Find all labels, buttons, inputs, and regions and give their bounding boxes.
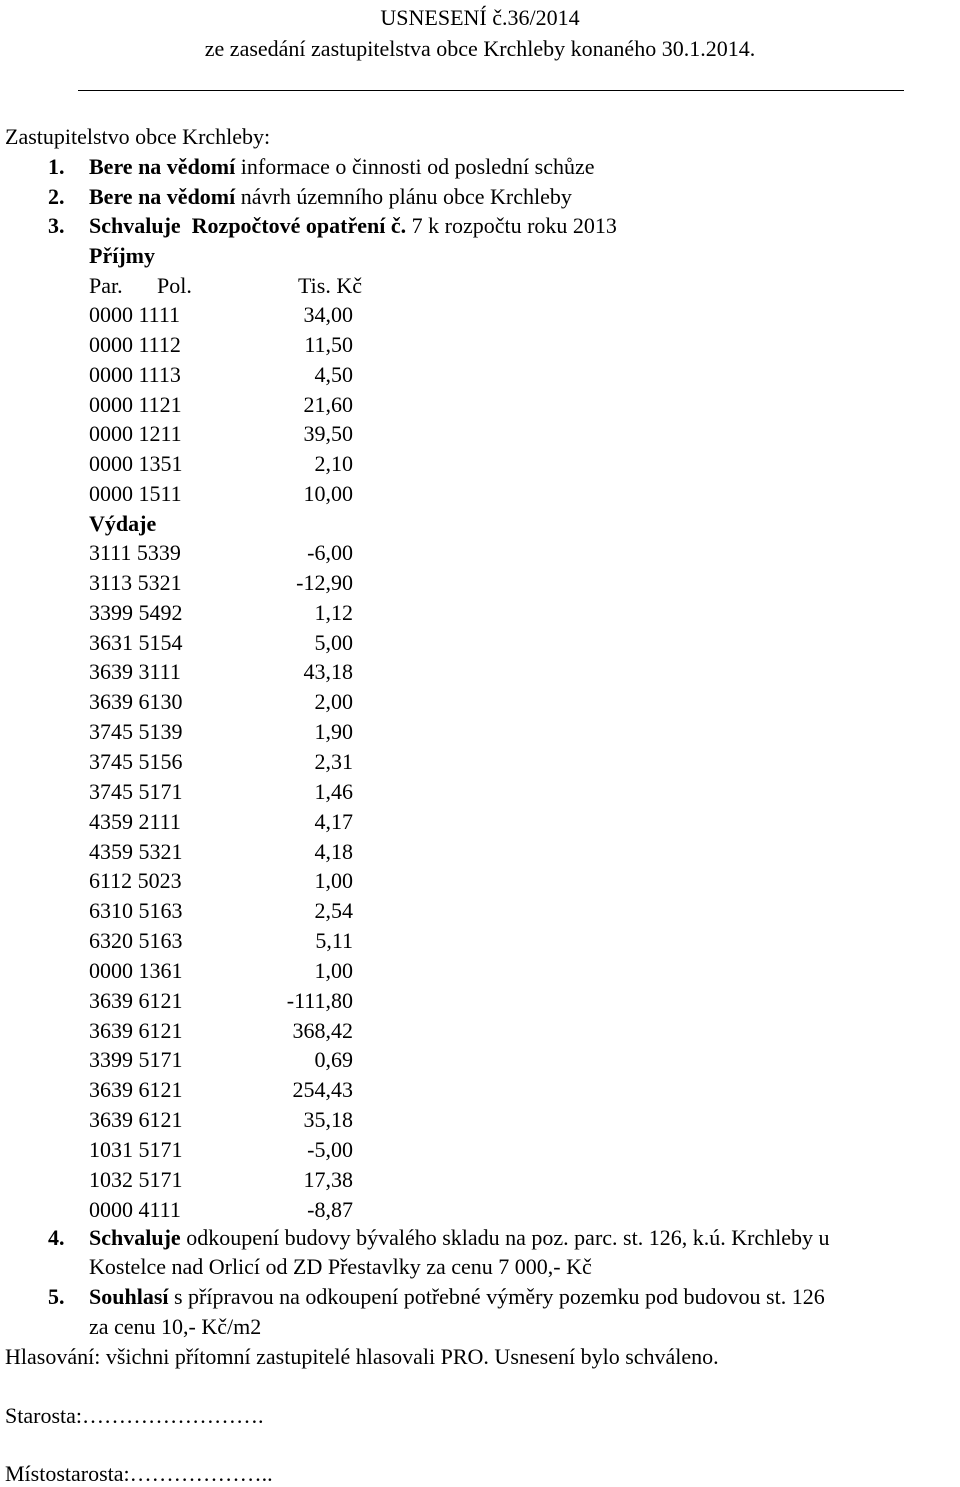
budget-row-value: -111,80 (286, 987, 353, 1013)
item-4-continuation: Kostelce nad Orlicí od ZD Přestavlky za cenu 7 000,- Kč (89, 1254, 592, 1279)
item-text: s přípravou na odkoupení potřebné výměry pozemku pod budovou st. 126 (168, 1284, 825, 1309)
item-verb: Schvaluje Rozpočtové opatření č. (89, 213, 407, 238)
deputy-mayor-signature-line: Místostarosta:……………….. (5, 1461, 273, 1486)
budget-row-code: 3745 5139 (89, 719, 183, 745)
column-par: Par. (89, 273, 123, 298)
budget-row-value: -6,00 (307, 540, 353, 565)
budget-row-code: 0000 1351 (89, 451, 183, 477)
item-number: 5. (48, 1284, 65, 1309)
budget-row-value: 2,54 (314, 898, 353, 924)
document-title: USNESENÍ č.36/2014 (380, 5, 580, 30)
item-number: 1. (48, 154, 65, 179)
item-verb: Bere na vědomí (89, 154, 236, 179)
budget-row-code: 3111 5339 (89, 540, 181, 565)
budget-row-code: 0000 1211 (89, 421, 182, 447)
budget-row-value: 1,46 (314, 778, 353, 804)
budget-row-code: 3639 6121 (89, 1077, 183, 1103)
budget-row-code: 0000 1111 (89, 302, 181, 327)
budget-row-value: 1,00 (314, 957, 353, 983)
resolution-item-4 (48, 1225, 830, 1251)
budget-row-code: 3639 6121 (89, 1017, 183, 1043)
budget-row-code: 0000 1121 (89, 391, 182, 417)
budget-row-value: 11,50 (304, 331, 353, 357)
mayor-signature-line: Starosta:……………………. (5, 1403, 264, 1428)
expense-heading: Výdaje (89, 511, 157, 536)
budget-row-code: 1031 5171 (89, 1137, 183, 1162)
budget-row-code: 3399 5171 (89, 1047, 183, 1073)
budget-row-code: 0000 1511 (89, 481, 182, 507)
budget-row-value: 1,00 (314, 868, 353, 894)
resolution-item-3 (48, 213, 617, 239)
budget-row-value: 21,60 (303, 391, 353, 417)
budget-row-code: 0000 1361 (89, 957, 183, 983)
voting-result: Hlasování: všichni přítomní zastupitelé hlasovali PRO. Usnesení bylo schváleno. (5, 1344, 719, 1369)
header-rule (78, 90, 904, 91)
budget-row-value: 2,10 (314, 451, 353, 477)
budget-row-code: 4359 5321 (89, 838, 183, 864)
item-text: odkoupení budovy bývalého skladu na poz. parc. st. 126, k.ú. Krchleby u (180, 1225, 830, 1250)
item-verb: Souhlasí (89, 1284, 169, 1309)
budget-row-value: 5,00 (314, 629, 353, 655)
item-number: 3. (48, 213, 65, 238)
budget-row-value: -8,87 (307, 1196, 353, 1222)
budget-row-value: -12,90 (296, 569, 353, 595)
budget-row-code: 4359 2111 (89, 808, 181, 834)
budget-row-code: 3639 6121 (89, 987, 183, 1013)
budget-row-value: 0,69 (314, 1047, 353, 1073)
budget-row-value: 1,12 (314, 599, 353, 625)
budget-row-value: 254,43 (292, 1077, 353, 1103)
budget-row-value: 5,11 (315, 928, 353, 954)
budget-row-code: 3745 5156 (89, 748, 183, 774)
budget-row-value: 39,50 (303, 421, 353, 447)
budget-row-value: 4,50 (314, 361, 353, 387)
item-5-continuation: za cenu 10,- Kč/m2 (89, 1314, 262, 1339)
budget-row-value: 34,00 (303, 302, 353, 327)
intro-text: Zastupitelstvo obce Krchleby: (5, 124, 271, 149)
budget-row-code: 0000 4111 (89, 1196, 181, 1222)
column-pol: Pol. (157, 273, 192, 298)
item-verb: Schvaluje (89, 1225, 181, 1250)
budget-row-value: 1,90 (314, 719, 353, 745)
budget-row-value: 43,18 (303, 659, 353, 685)
item-number: 2. (48, 184, 65, 209)
budget-row-value: 4,17 (314, 808, 353, 834)
budget-row-value: 4,18 (314, 838, 353, 864)
budget-row-code: 6310 5163 (89, 898, 183, 924)
item-text: návrh územního plánu obce Krchleby (235, 184, 572, 209)
budget-row-value: 2,00 (314, 689, 353, 715)
budget-row-code: 0000 1112 (89, 331, 181, 357)
budget-row-value: 10,00 (303, 481, 353, 507)
resolution-item-2 (48, 184, 572, 210)
budget-row-code: 6112 5023 (89, 868, 182, 894)
income-heading: Příjmy (89, 243, 155, 268)
budget-row-code: 6320 5163 (89, 928, 183, 954)
budget-row-code: 1032 5171 (89, 1166, 183, 1192)
budget-row-code: 3113 5321 (89, 569, 182, 595)
column-unit: Tis. Kč (298, 273, 362, 298)
item-text: 7 k rozpočtu roku 2013 (406, 213, 617, 238)
budget-row-code: 3399 5492 (89, 599, 183, 625)
item-number: 4. (48, 1225, 65, 1250)
budget-row-value: 17,38 (303, 1166, 353, 1192)
budget-row-code: 0000 1113 (89, 361, 181, 387)
budget-row-value: 368,42 (292, 1017, 353, 1043)
budget-row-value: 2,31 (314, 748, 353, 774)
budget-row-value: -5,00 (307, 1137, 353, 1162)
budget-row-code: 3639 6130 (89, 689, 183, 715)
budget-row-code: 3639 6121 (89, 1107, 183, 1133)
item-verb: Bere na vědomí (89, 184, 236, 209)
resolution-item-5 (48, 1284, 825, 1310)
budget-row-code: 3745 5171 (89, 778, 183, 804)
budget-row-code: 3631 5154 (89, 629, 183, 655)
item-text: informace o činnosti od poslední schůze (235, 154, 595, 179)
resolution-item-1 (48, 154, 595, 180)
budget-row-value: 35,18 (303, 1107, 353, 1133)
budget-row-code: 3639 3111 (89, 659, 181, 685)
document-subtitle: ze zasedání zastupitelstva obce Krchleby konaného 30.1.2014. (204, 36, 756, 61)
